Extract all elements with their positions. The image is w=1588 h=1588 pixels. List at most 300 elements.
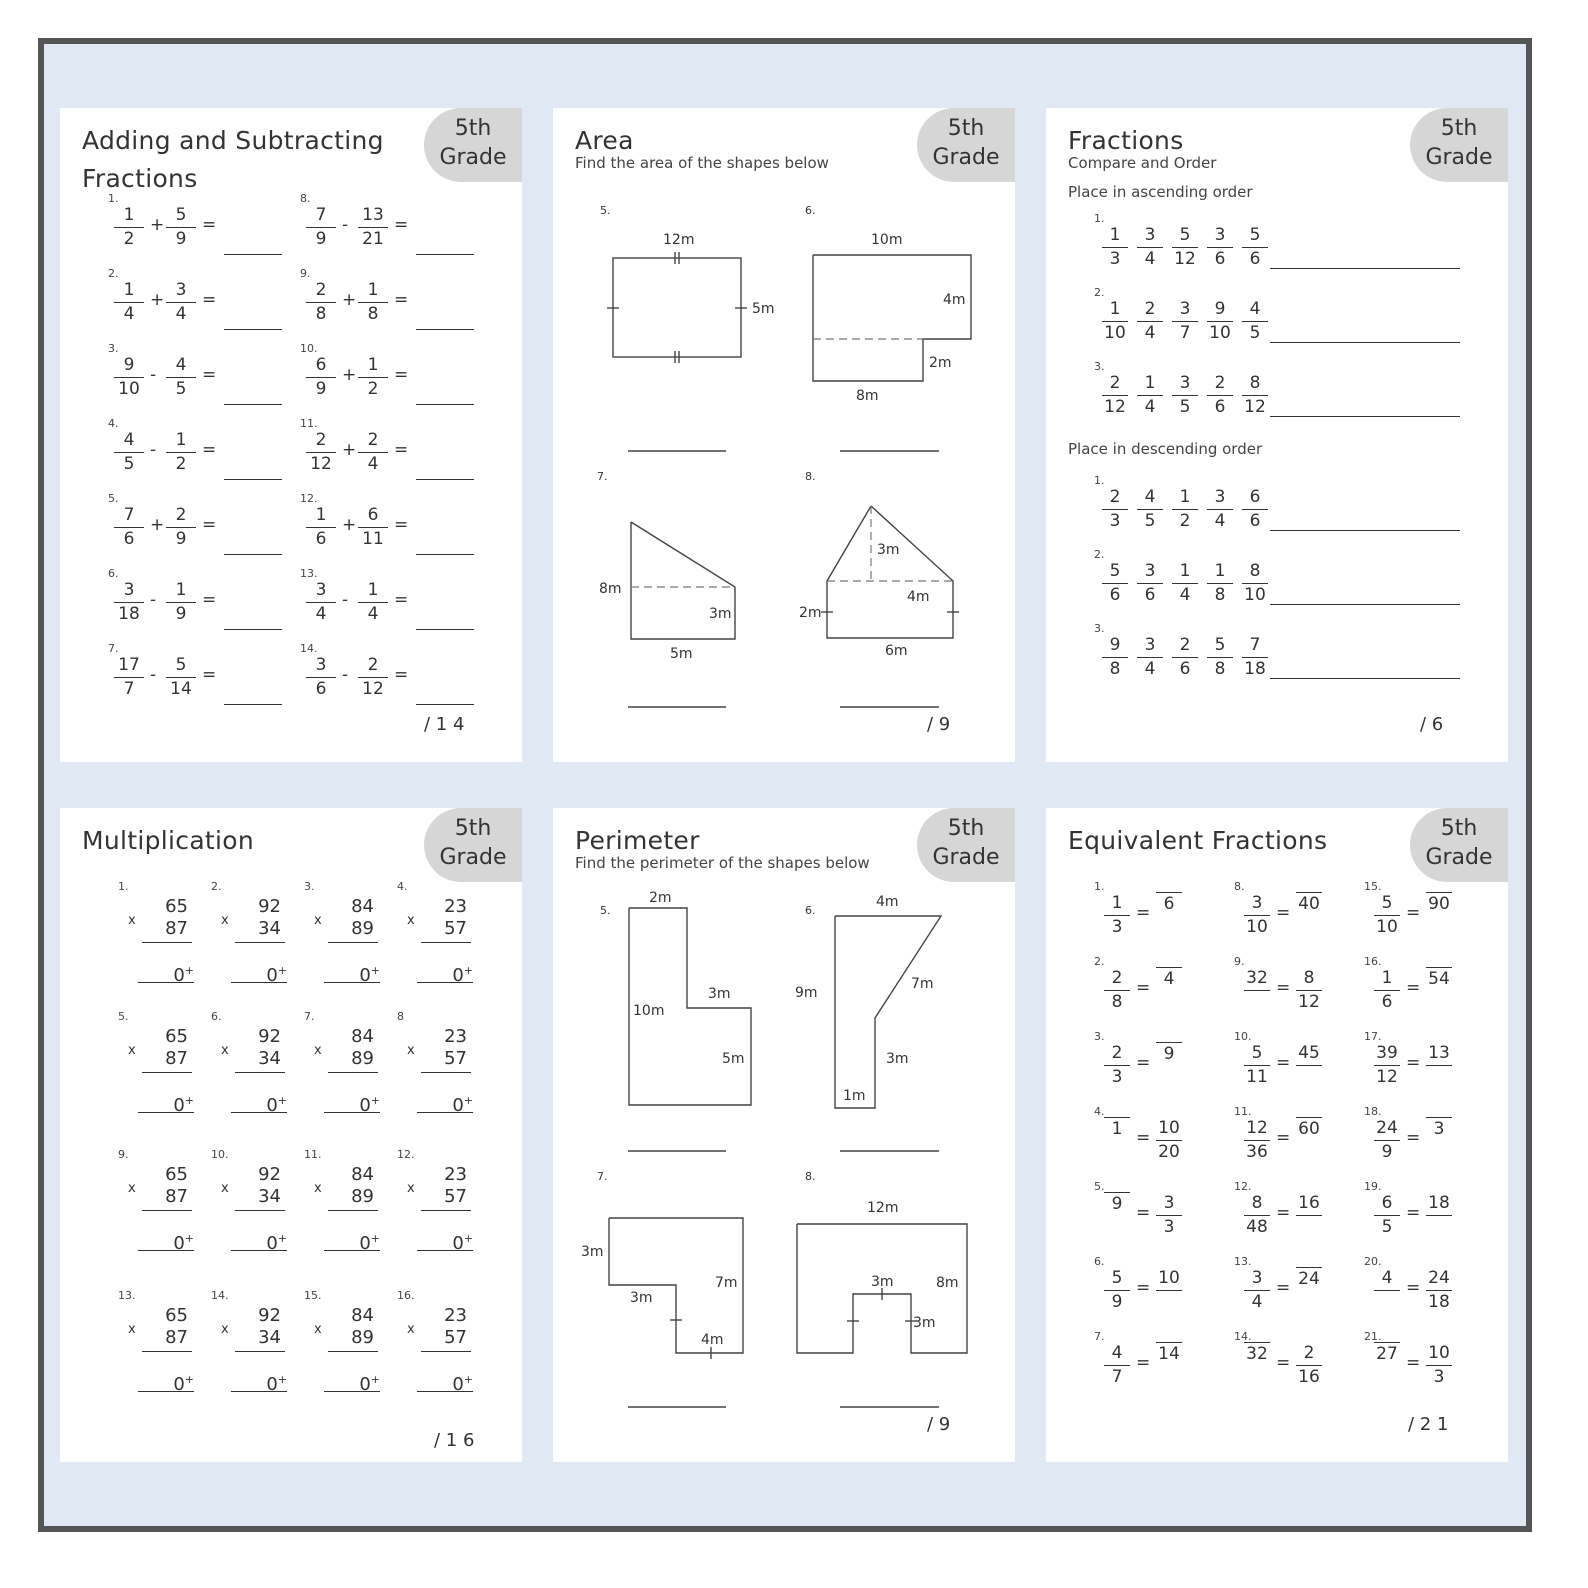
numerator: 5 xyxy=(1374,892,1400,916)
denominator: 10 xyxy=(1104,323,1126,343)
problem-number: 21. xyxy=(1364,1330,1382,1343)
denominator: 4 xyxy=(123,304,135,324)
fraction xyxy=(1374,967,1400,1014)
fraction xyxy=(1156,1117,1182,1164)
multiplier: 57 xyxy=(444,918,467,939)
fraction xyxy=(1207,560,1233,607)
answer-line xyxy=(417,1090,473,1116)
numerator: 4 xyxy=(1104,1342,1130,1366)
numerator: 2 xyxy=(1102,486,1128,510)
denominator: 10 xyxy=(118,379,140,399)
numerator: 1 xyxy=(1102,224,1128,248)
carry-plus: + xyxy=(370,1373,380,1386)
fraction xyxy=(1296,892,1322,916)
numerator: 6 xyxy=(1374,1192,1400,1216)
fraction xyxy=(1104,1117,1130,1141)
product-rule xyxy=(235,1351,285,1352)
denominator: 4 xyxy=(1144,659,1156,679)
multiplier: 87 xyxy=(165,918,188,939)
problem-number: 20. xyxy=(1364,1255,1382,1268)
numerator: 1 xyxy=(1207,560,1233,584)
fraction xyxy=(358,204,388,251)
multiplier: 89 xyxy=(351,918,374,939)
operator: - xyxy=(342,590,349,610)
operator: - xyxy=(342,665,349,685)
denominator: 5 xyxy=(175,379,187,399)
problem-number: 6. xyxy=(1094,1255,1105,1268)
numerator: 2 xyxy=(1104,1042,1130,1066)
product-rule xyxy=(328,942,378,943)
fraction xyxy=(166,354,196,401)
answer-line xyxy=(324,1090,380,1116)
denominator: 6 xyxy=(1249,249,1261,269)
multiplication-problem xyxy=(314,1164,380,1254)
operator: + xyxy=(342,515,357,535)
numerator: 3 xyxy=(1207,486,1233,510)
fraction xyxy=(1104,967,1130,1014)
answer-line xyxy=(416,329,474,330)
equals-sign: = xyxy=(1406,1128,1421,1148)
dimension-label: 5m xyxy=(752,301,775,317)
multiplicand: 23 xyxy=(444,896,467,917)
problem-number: 8. xyxy=(300,192,311,205)
equals-sign: = xyxy=(394,590,409,610)
denominator: 8 xyxy=(1109,659,1121,679)
carry-plus: + xyxy=(370,1232,380,1245)
denominator: 3 xyxy=(1163,1217,1175,1237)
equals-sign: = xyxy=(394,515,409,535)
answer-line xyxy=(416,254,474,255)
answer-line xyxy=(1270,604,1460,605)
problem-number: 16. xyxy=(397,1289,415,1302)
equals-sign: = xyxy=(202,590,217,610)
dimension-label: 5m xyxy=(722,1051,745,1067)
answer-line xyxy=(231,1090,287,1116)
problem-number: 19. xyxy=(1364,1180,1382,1193)
fraction xyxy=(166,204,196,251)
fraction xyxy=(114,279,144,326)
denominator: 10 xyxy=(1376,917,1398,937)
fraction xyxy=(1102,372,1128,419)
fraction xyxy=(1207,634,1233,681)
badge-line-2: Grade xyxy=(932,145,1000,170)
denominator: 6 xyxy=(1214,397,1226,417)
grade-badge xyxy=(424,108,522,182)
denominator: 6 xyxy=(1144,585,1156,605)
denominator: 7 xyxy=(1179,323,1191,343)
problem-number: 4. xyxy=(1094,1105,1105,1118)
denominator: 36 xyxy=(1246,1142,1268,1162)
denominator: 9 xyxy=(315,229,327,249)
numerator: 1 xyxy=(1172,560,1198,584)
equals-sign: = xyxy=(202,290,217,310)
fraction xyxy=(1426,1117,1452,1141)
score-label: / 1 6 xyxy=(434,1430,475,1451)
fraction xyxy=(1172,224,1198,271)
problem-number: 13. xyxy=(300,567,318,580)
multiplication-problem xyxy=(221,1164,287,1254)
fraction xyxy=(1137,634,1163,681)
numerator: 24 xyxy=(1426,1267,1452,1291)
numerator: 3 xyxy=(1172,372,1198,396)
dimension-label: 7m xyxy=(911,976,934,992)
numerator: 2 xyxy=(358,429,388,453)
multiplication-problem xyxy=(128,1305,194,1395)
denominator: 10 xyxy=(1246,917,1268,937)
multiplication-problem xyxy=(407,1026,473,1116)
operator: + xyxy=(150,290,165,310)
denominator: 2 xyxy=(175,454,187,474)
numerator: 1 xyxy=(166,429,196,453)
fraction xyxy=(1137,298,1163,345)
problem-number: 12. xyxy=(397,1148,415,1161)
denominator: 11 xyxy=(362,529,384,549)
dimension-label: 3m xyxy=(709,606,732,622)
denominator: 32 xyxy=(1246,1344,1268,1364)
fraction xyxy=(358,354,388,401)
problem-number: 10. xyxy=(211,1148,229,1161)
answer-line xyxy=(324,960,380,986)
answer-line xyxy=(417,960,473,986)
fraction xyxy=(114,654,144,701)
multiplier: 34 xyxy=(258,1048,281,1069)
denominator: 10 xyxy=(1244,585,1266,605)
equals-sign: = xyxy=(1406,1053,1421,1073)
dimension-label: 4m xyxy=(943,292,966,308)
equals-sign: = xyxy=(1276,903,1291,923)
denominator: 8 xyxy=(367,304,379,324)
fraction xyxy=(358,504,388,551)
problem-number: 14. xyxy=(1234,1330,1252,1343)
problem-number: 1. xyxy=(108,192,119,205)
numerator: 1 xyxy=(358,579,388,603)
equals-sign: = xyxy=(202,515,217,535)
denominator: 2 xyxy=(123,229,135,249)
placeholder-zero: 0 xyxy=(452,965,464,986)
denominator: 4 xyxy=(367,604,379,624)
problem-number: 8. xyxy=(805,470,816,483)
product-rule xyxy=(421,942,471,943)
fraction xyxy=(1244,1342,1270,1366)
problem-number: 14. xyxy=(300,642,318,655)
denominator: 6 xyxy=(315,679,327,699)
panel-perimeter xyxy=(553,808,1015,1462)
denominator: 4 xyxy=(1163,969,1175,989)
numerator: 6 xyxy=(1242,486,1268,510)
rectangle-shape xyxy=(613,258,741,357)
badge-line-1: 5th xyxy=(947,116,985,141)
numerator: 3 xyxy=(1137,224,1163,248)
dimension-label: 4m xyxy=(701,1332,724,1348)
problem-number: 7. xyxy=(1094,1330,1105,1343)
problem-number: 2. xyxy=(211,880,222,893)
denominator: 5 xyxy=(1249,323,1261,343)
denominator: 6 xyxy=(1179,659,1191,679)
fraction xyxy=(1102,486,1128,533)
panel-title xyxy=(82,122,384,198)
equals-sign: = xyxy=(394,440,409,460)
score-label: / 2 1 xyxy=(1408,1414,1449,1435)
multiplier: 34 xyxy=(258,918,281,939)
numerator: 13 xyxy=(1426,1042,1452,1066)
numerator: 1 xyxy=(114,204,144,228)
placeholder-zero: 0 xyxy=(173,1095,185,1116)
panel-title: Perimeter xyxy=(575,826,700,855)
numerator: 2 xyxy=(1172,634,1198,658)
fraction xyxy=(1426,892,1452,916)
numerator: 5 xyxy=(1104,1267,1130,1291)
times-sign: x xyxy=(314,913,322,928)
numerator: 12 xyxy=(1244,1117,1270,1141)
multiplication-problem xyxy=(128,1164,194,1254)
placeholder-zero: 0 xyxy=(452,1233,464,1254)
problem-number: 12. xyxy=(300,492,318,505)
carry-plus: + xyxy=(463,1373,473,1386)
denominator: 9 xyxy=(1111,1194,1123,1214)
numerator: 1 xyxy=(1104,892,1130,916)
denominator: 12 xyxy=(1104,397,1126,417)
fraction xyxy=(1207,298,1233,345)
numerator: 4 xyxy=(166,354,196,378)
carry-plus: + xyxy=(184,1094,194,1107)
denominator: 1 xyxy=(1111,1119,1123,1139)
answer-line xyxy=(231,1369,287,1395)
multiplicand: 65 xyxy=(165,1164,188,1185)
dimension-label: 4m xyxy=(876,894,899,910)
problem-number: 6. xyxy=(805,904,816,917)
problem-number: 7. xyxy=(108,642,119,655)
multiplier: 87 xyxy=(165,1048,188,1069)
denominator: 27 xyxy=(1376,1344,1398,1364)
times-sign: x xyxy=(221,1181,229,1196)
problem-number: 4. xyxy=(397,880,408,893)
fraction xyxy=(1156,1267,1182,1291)
fraction xyxy=(1102,560,1128,607)
grade-badge xyxy=(1410,808,1508,882)
operator: - xyxy=(150,365,157,385)
denominator: 6 xyxy=(1249,511,1261,531)
numerator: 4 xyxy=(114,429,144,453)
numerator: 3 xyxy=(114,579,144,603)
numerator: 3 xyxy=(1207,224,1233,248)
fraction xyxy=(1172,560,1198,607)
dimension-label: 3m xyxy=(871,1274,894,1290)
fraction xyxy=(358,279,388,326)
dimension-label: 5m xyxy=(670,646,693,662)
numerator: 2 xyxy=(166,504,196,528)
fraction xyxy=(1296,1117,1322,1141)
fraction xyxy=(1207,486,1233,533)
denominator: 2 xyxy=(367,379,379,399)
fraction xyxy=(306,279,336,326)
problem-number: 7. xyxy=(304,1010,315,1023)
fraction xyxy=(1172,372,1198,419)
placeholder-zero: 0 xyxy=(173,1233,185,1254)
answer-line xyxy=(1270,268,1460,269)
multiplication-problem xyxy=(221,1026,287,1116)
fraction xyxy=(1374,1117,1400,1164)
problem-number: 18. xyxy=(1364,1105,1382,1118)
multiplicand: 84 xyxy=(351,1164,374,1185)
equals-sign: = xyxy=(1136,1203,1151,1223)
fraction xyxy=(306,204,336,251)
denominator: 9 xyxy=(1111,1292,1123,1312)
operator: + xyxy=(342,290,357,310)
multiplicand: 23 xyxy=(444,1164,467,1185)
answer-line xyxy=(224,629,282,630)
answer-line xyxy=(224,254,282,255)
score-label: / 9 xyxy=(927,1414,951,1435)
numerator: 9 xyxy=(114,354,144,378)
problem-number: 5. xyxy=(600,204,611,217)
problem-number: 13. xyxy=(118,1289,136,1302)
fraction xyxy=(1244,967,1270,991)
multiplier: 34 xyxy=(258,1186,281,1207)
denominator: 10 xyxy=(1209,323,1231,343)
problem-number: 16. xyxy=(1364,955,1382,968)
fraction xyxy=(358,654,388,701)
fraction xyxy=(306,579,336,626)
problem-number: 9. xyxy=(118,1148,129,1161)
product-rule xyxy=(142,1072,192,1073)
times-sign: x xyxy=(407,1181,415,1196)
multiplication-problem xyxy=(407,896,473,986)
fraction xyxy=(358,579,388,626)
multiplier: 87 xyxy=(165,1327,188,1348)
carry-plus: + xyxy=(277,964,287,977)
denominator: 18 xyxy=(1244,659,1266,679)
dimension-label: 6m xyxy=(885,643,908,659)
multiplicand: 23 xyxy=(444,1305,467,1326)
answer-line xyxy=(416,554,474,555)
carry-plus: + xyxy=(277,1373,287,1386)
numerator: 2 xyxy=(1207,372,1233,396)
denominator: 54 xyxy=(1428,969,1450,989)
placeholder-zero: 0 xyxy=(266,965,278,986)
denominator: 7 xyxy=(123,679,135,699)
score-label: / 9 xyxy=(927,714,951,735)
equals-sign: = xyxy=(1136,903,1151,923)
answer-line xyxy=(138,1369,194,1395)
numerator: 1 xyxy=(114,279,144,303)
panel-title: Area xyxy=(575,126,634,155)
multiplier: 57 xyxy=(444,1048,467,1069)
panel-area xyxy=(553,108,1015,762)
fraction xyxy=(166,429,196,476)
fraction xyxy=(114,204,144,251)
fraction xyxy=(1296,1342,1322,1389)
equals-sign: = xyxy=(1276,1353,1291,1373)
problem-number: 9. xyxy=(300,267,311,280)
answer-line xyxy=(224,329,282,330)
times-sign: x xyxy=(221,1043,229,1058)
panel-subtitle: Find the area of the shapes below xyxy=(575,154,829,172)
fraction xyxy=(1102,224,1128,271)
numerator: 3 xyxy=(166,279,196,303)
fraction xyxy=(1244,1042,1270,1089)
times-sign: x xyxy=(407,913,415,928)
denominator: 12 xyxy=(1298,992,1320,1012)
numerator: 3 xyxy=(1156,1192,1182,1216)
problem-number: 11. xyxy=(1234,1105,1252,1118)
numerator: 3 xyxy=(1137,560,1163,584)
grade-badge xyxy=(1410,108,1508,182)
dimension-label: 3m xyxy=(913,1315,936,1331)
area-shapes xyxy=(553,108,1015,762)
denominator: 14 xyxy=(1158,1344,1180,1364)
denominator: 6 xyxy=(315,529,327,549)
placeholder-zero: 0 xyxy=(359,1095,371,1116)
badge-line-2: Grade xyxy=(439,145,507,170)
numerator: 1 xyxy=(166,579,196,603)
problem-number: 9. xyxy=(1234,955,1245,968)
multiplication-problem xyxy=(407,1164,473,1254)
fraction xyxy=(1242,486,1268,533)
fraction xyxy=(1244,1117,1270,1164)
fraction xyxy=(1156,1342,1182,1366)
fraction xyxy=(1104,1192,1130,1216)
problem-number: 6. xyxy=(211,1010,222,1023)
fraction xyxy=(1374,1042,1400,1089)
dimension-label: 8m xyxy=(856,388,879,404)
dimension-label: 2m xyxy=(649,890,672,906)
carry-plus: + xyxy=(463,964,473,977)
multiplicand: 65 xyxy=(165,1026,188,1047)
times-sign: x xyxy=(221,1322,229,1337)
numerator: 2 xyxy=(306,279,336,303)
multiplication-problem xyxy=(407,1305,473,1395)
badge-line-1: 5th xyxy=(454,816,492,841)
equals-sign: = xyxy=(394,215,409,235)
fraction xyxy=(1244,892,1270,939)
denominator: 4 xyxy=(315,604,327,624)
dimension-label: 10m xyxy=(633,1003,665,1019)
answer-line xyxy=(324,1369,380,1395)
title-line-1: Adding and Subtracting xyxy=(82,126,384,155)
answer-line xyxy=(417,1228,473,1254)
numerator: 3 xyxy=(306,579,336,603)
answer-line xyxy=(1270,342,1460,343)
equals-sign: = xyxy=(202,215,217,235)
equals-sign: = xyxy=(1276,1128,1291,1148)
numerator: 1 xyxy=(1102,298,1128,322)
problem-number: 7. xyxy=(597,1170,608,1183)
multiplication-problem xyxy=(221,1305,287,1395)
problem-number: 1. xyxy=(1094,880,1105,893)
dimension-label: 8m xyxy=(936,1275,959,1291)
fraction xyxy=(1426,1342,1452,1389)
numerator: 18 xyxy=(1426,1192,1452,1216)
numerator: 5 xyxy=(1102,560,1128,584)
problem-number: 15. xyxy=(1364,880,1382,893)
problem-number: 14. xyxy=(211,1289,229,1302)
panel-title: Multiplication xyxy=(82,826,255,855)
numerator: 6 xyxy=(306,354,336,378)
carry-plus: + xyxy=(184,964,194,977)
denominator: 4 xyxy=(175,304,187,324)
fraction xyxy=(306,429,336,476)
denominator: 4 xyxy=(1144,249,1156,269)
problem-number: 7. xyxy=(597,470,608,483)
irregular-shape xyxy=(835,916,941,1108)
equals-sign: = xyxy=(1406,1278,1421,1298)
equals-sign: = xyxy=(202,665,217,685)
denominator: 12 xyxy=(1244,397,1266,417)
problem-number: 3. xyxy=(1094,360,1105,373)
fraction xyxy=(1426,967,1452,991)
fraction xyxy=(1137,486,1163,533)
fraction xyxy=(1137,224,1163,271)
